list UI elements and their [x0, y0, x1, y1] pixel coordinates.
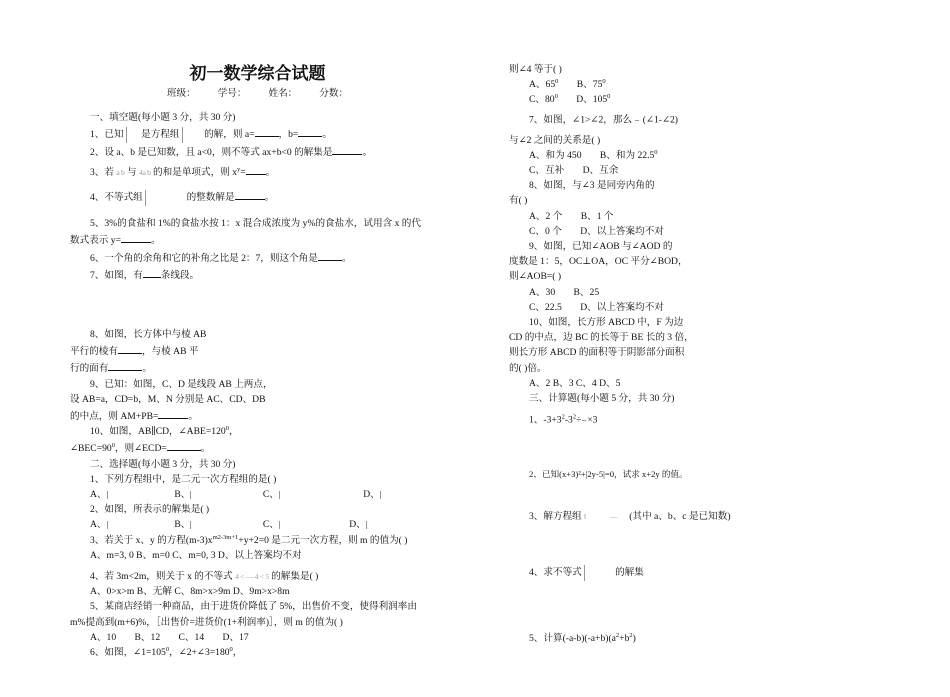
- choice-question-7-options-1: A、和为 450 B、和为 22.5$^0$: [529, 148, 658, 161]
- system-of-equations-image: [182, 127, 202, 143]
- score-label: 分数：: [319, 88, 349, 99]
- fill-question-1: 1、已知 是方程组 的解，则 a= ，b= 。: [70, 125, 445, 143]
- answer-blank[interactable]: [108, 359, 142, 371]
- choice-question-10-line4: 的( )倍。: [509, 362, 547, 374]
- monomial-image-1: a b: [116, 168, 125, 178]
- choice-question-1: 1、下列方程组中，是二元一次方程组的是( ): [90, 473, 277, 485]
- choice-question-6-cont: 则∠4 等于( ): [509, 64, 562, 75]
- fill-question-7: 7、如图，有 条线段。: [70, 266, 445, 283]
- choice-question-3: 3、若关于 x、y 的方程$(m-3)x^{m2-3m+1}+y+2=0$ 是二元一次方程，则 m 的值为( ): [90, 533, 408, 546]
- choice-question-2: 2、如图，所表示的解集是( ): [90, 504, 210, 516]
- choice-question-4-options: A、0>x>m B、无解 C、8m>x>9m D、9m>x>8m: [90, 586, 290, 598]
- choice-question-7: 7、如图，∠1>∠2，那么 (∠1-∠2): [509, 112, 839, 129]
- calc-section-heading: 三、计算题(每小题 5 分，共 30 分): [529, 393, 675, 405]
- choice-section-heading: 二、选择题(每小题 3 分，共 30 分): [90, 458, 236, 470]
- solution-pair-image: [126, 127, 139, 143]
- solution-set-image: [366, 521, 388, 529]
- calc-question-1: 1、$-3+3^2-3^2\div$ ×3: [509, 412, 839, 429]
- left-column: [70, 62, 445, 660]
- fill-question-2: 2、设 a、b 是已知数，且 a<0，则不等式 ax+b<0 的解集是 。: [70, 143, 445, 160]
- fill-question-9-line2: 设 AB=a，CD=b，M、N 分别是 AC、CD、DB: [70, 393, 266, 405]
- solution-set-image: [279, 521, 301, 529]
- choice-question-9-line1: 9、如图，已知∠AOB 与∠AOD 的: [529, 241, 673, 253]
- choice-question-7-options-2: C、互补 D、互余: [529, 165, 619, 177]
- choice-question-10-line1: 10、如图，长方形 ABCD 中，F 为边: [529, 317, 684, 329]
- equation-system-image: [380, 491, 405, 499]
- calc-question-5: 5、计算$(-a-b)(-a+b)(a^2+b^2)$: [529, 631, 636, 644]
- calc-question-3: 3、解方程组 ‖ — (其中 a、b、c 是已知数): [529, 511, 731, 523]
- choice-question-10-line2: CD 的中点，边 BC 的长等于 BE 长的 3 倍，: [509, 332, 694, 344]
- choice-question-6-options-1: A、$65^0$ B、$75^0$: [529, 78, 606, 91]
- choice-question-1-options: A、 B、 C、 D、: [70, 487, 445, 502]
- page-title: 初一数学综合试题: [189, 64, 326, 84]
- answer-blank-b[interactable]: [298, 125, 322, 137]
- solution-set-image: [190, 521, 212, 529]
- fill-section-heading: 一、填空题(每小题 3 分，共 30 分): [90, 112, 236, 123]
- inequality-image: 4 < — 4 < 5: [235, 572, 269, 582]
- fill-question-5-line1: 5、3%的食盐和 1%的食盐水按 1：x 混合成浓度为 y%的食盐水，试用含 x 的代: [90, 218, 421, 230]
- name-label: 姓名：: [268, 88, 298, 99]
- answer-blank[interactable]: [121, 231, 151, 243]
- student-info-header: [70, 86, 445, 102]
- half-fraction-image: [635, 112, 639, 129]
- fill-question-8-line2: 平行的棱有 ，与棱 AB 平: [70, 342, 445, 359]
- inequality-system-image: [584, 565, 613, 581]
- choice-question-6: 6、如图，$\angle 1=105^0$，$\angle 2+\angle 3=180^0$，: [90, 645, 243, 659]
- third-fraction-image: [582, 412, 586, 429]
- monomial-image-2: 4a b: [138, 168, 151, 178]
- answer-blank-a[interactable]: [255, 125, 279, 137]
- fill-question-8-line3: 行的面有 。: [70, 359, 445, 376]
- choice-question-9-options-2: C、22.5 D、以上答案均不对: [529, 301, 664, 313]
- choice-question-4: 4、若 3m<2m，则关于 x 的不等式 4 < — 4 < 5 的解集是( ): [90, 571, 319, 583]
- fill-question-10-line2: $\angle BEC=90^0$，则∠ECD= 。: [70, 439, 445, 456]
- calc-question-2: 2、已知(x+3)²+|2y-5|=0，试求 x+2y 的值。: [529, 469, 688, 480]
- choice-question-10-options: A、2 B、3 C、4 D、5: [529, 377, 621, 389]
- choice-question-6-options-2: C、$80^0$ D、$105^0$: [529, 93, 611, 106]
- choice-question-9-line2: 度数是 1：5，OC⊥OA，OC 平分∠BOD，: [509, 256, 688, 268]
- fill-question-10-line1: 10、如图，AB∥CD，$\angle ABE=120^0$，: [90, 425, 239, 438]
- answer-blank[interactable]: [167, 439, 201, 451]
- answer-blank[interactable]: [118, 342, 142, 354]
- choice-question-10-line3: 则长方形 ABCD 的面积等于阴影部分面积: [509, 347, 685, 359]
- choice-question-7-cont: 与∠2 之间的关系是( ): [509, 134, 601, 146]
- equation-system-image: [107, 491, 127, 499]
- choice-question-9-line3: 则∠AOB=( ): [509, 271, 562, 283]
- solution-set-image: [107, 521, 127, 529]
- fill-question-9-line3: 的中点，则 AM+PB= 。: [70, 407, 445, 424]
- choice-question-9-options-1: A、30 B、25: [529, 286, 600, 298]
- fill-question-3: 3、若 a b 与 4a b 的和是单项式，则 $x^y=$ 。: [70, 163, 445, 180]
- equation-system-image: ‖ —: [584, 512, 627, 522]
- choice-question-2-options: A、 B、 C、 D、: [70, 517, 445, 532]
- class-label: 班级：: [166, 88, 196, 99]
- answer-blank[interactable]: [318, 249, 342, 261]
- fill-question-8-line1: 8、如图，长方体中与棱 AB: [90, 329, 207, 341]
- choice-question-8: 8、如图，与∠3 是同旁内角的: [529, 180, 655, 192]
- right-column: [509, 62, 839, 646]
- fill-question-9-line1: 9、已知：如图，C、D 是线段 AB 上两点，: [90, 378, 273, 390]
- choice-question-8-cont: 有( ): [509, 195, 528, 207]
- choice-question-8-options-2: C、0 个 D、以上答案均不对: [529, 225, 664, 237]
- answer-blank[interactable]: [143, 266, 161, 278]
- answer-blank[interactable]: [158, 407, 188, 419]
- answer-blank[interactable]: [246, 163, 266, 175]
- equation-system-image: [190, 491, 213, 499]
- equation-system-image: [279, 491, 309, 499]
- fill-question-5-line2: 数式表示 y= 。: [70, 231, 445, 248]
- answer-blank[interactable]: [332, 143, 362, 155]
- answer-blank[interactable]: [235, 188, 265, 200]
- fill-question-6: 6、一个角的余角和它的补角之比是 2：7，则这个角是 。: [70, 249, 445, 266]
- choice-question-5-line2: m%提高到(m+6)%，［出售价=进货价(1+利润率)］，则 m 的值为( ): [70, 616, 343, 628]
- choice-question-3-options: A、m=3, 0 B、m=0 C、m=0, 3 D、以上答案均不对: [90, 549, 302, 561]
- inequality-system-image: [145, 190, 184, 206]
- choice-question-5-options: A、10 B、12 C、14 D、17: [90, 631, 249, 643]
- choice-question-5-line1: 5、某商店经销一种商品，由于进货价降低了 5%，出售价不变，使得利润率由: [90, 601, 417, 613]
- student-number-label: 学号：: [217, 88, 247, 99]
- choice-question-8-options-1: A、2 个 B、1 个: [529, 210, 614, 222]
- calc-question-4: 4、求不等式 的解集: [509, 565, 839, 581]
- fill-question-4: 4、不等式组 的整数解是 。: [70, 188, 445, 206]
